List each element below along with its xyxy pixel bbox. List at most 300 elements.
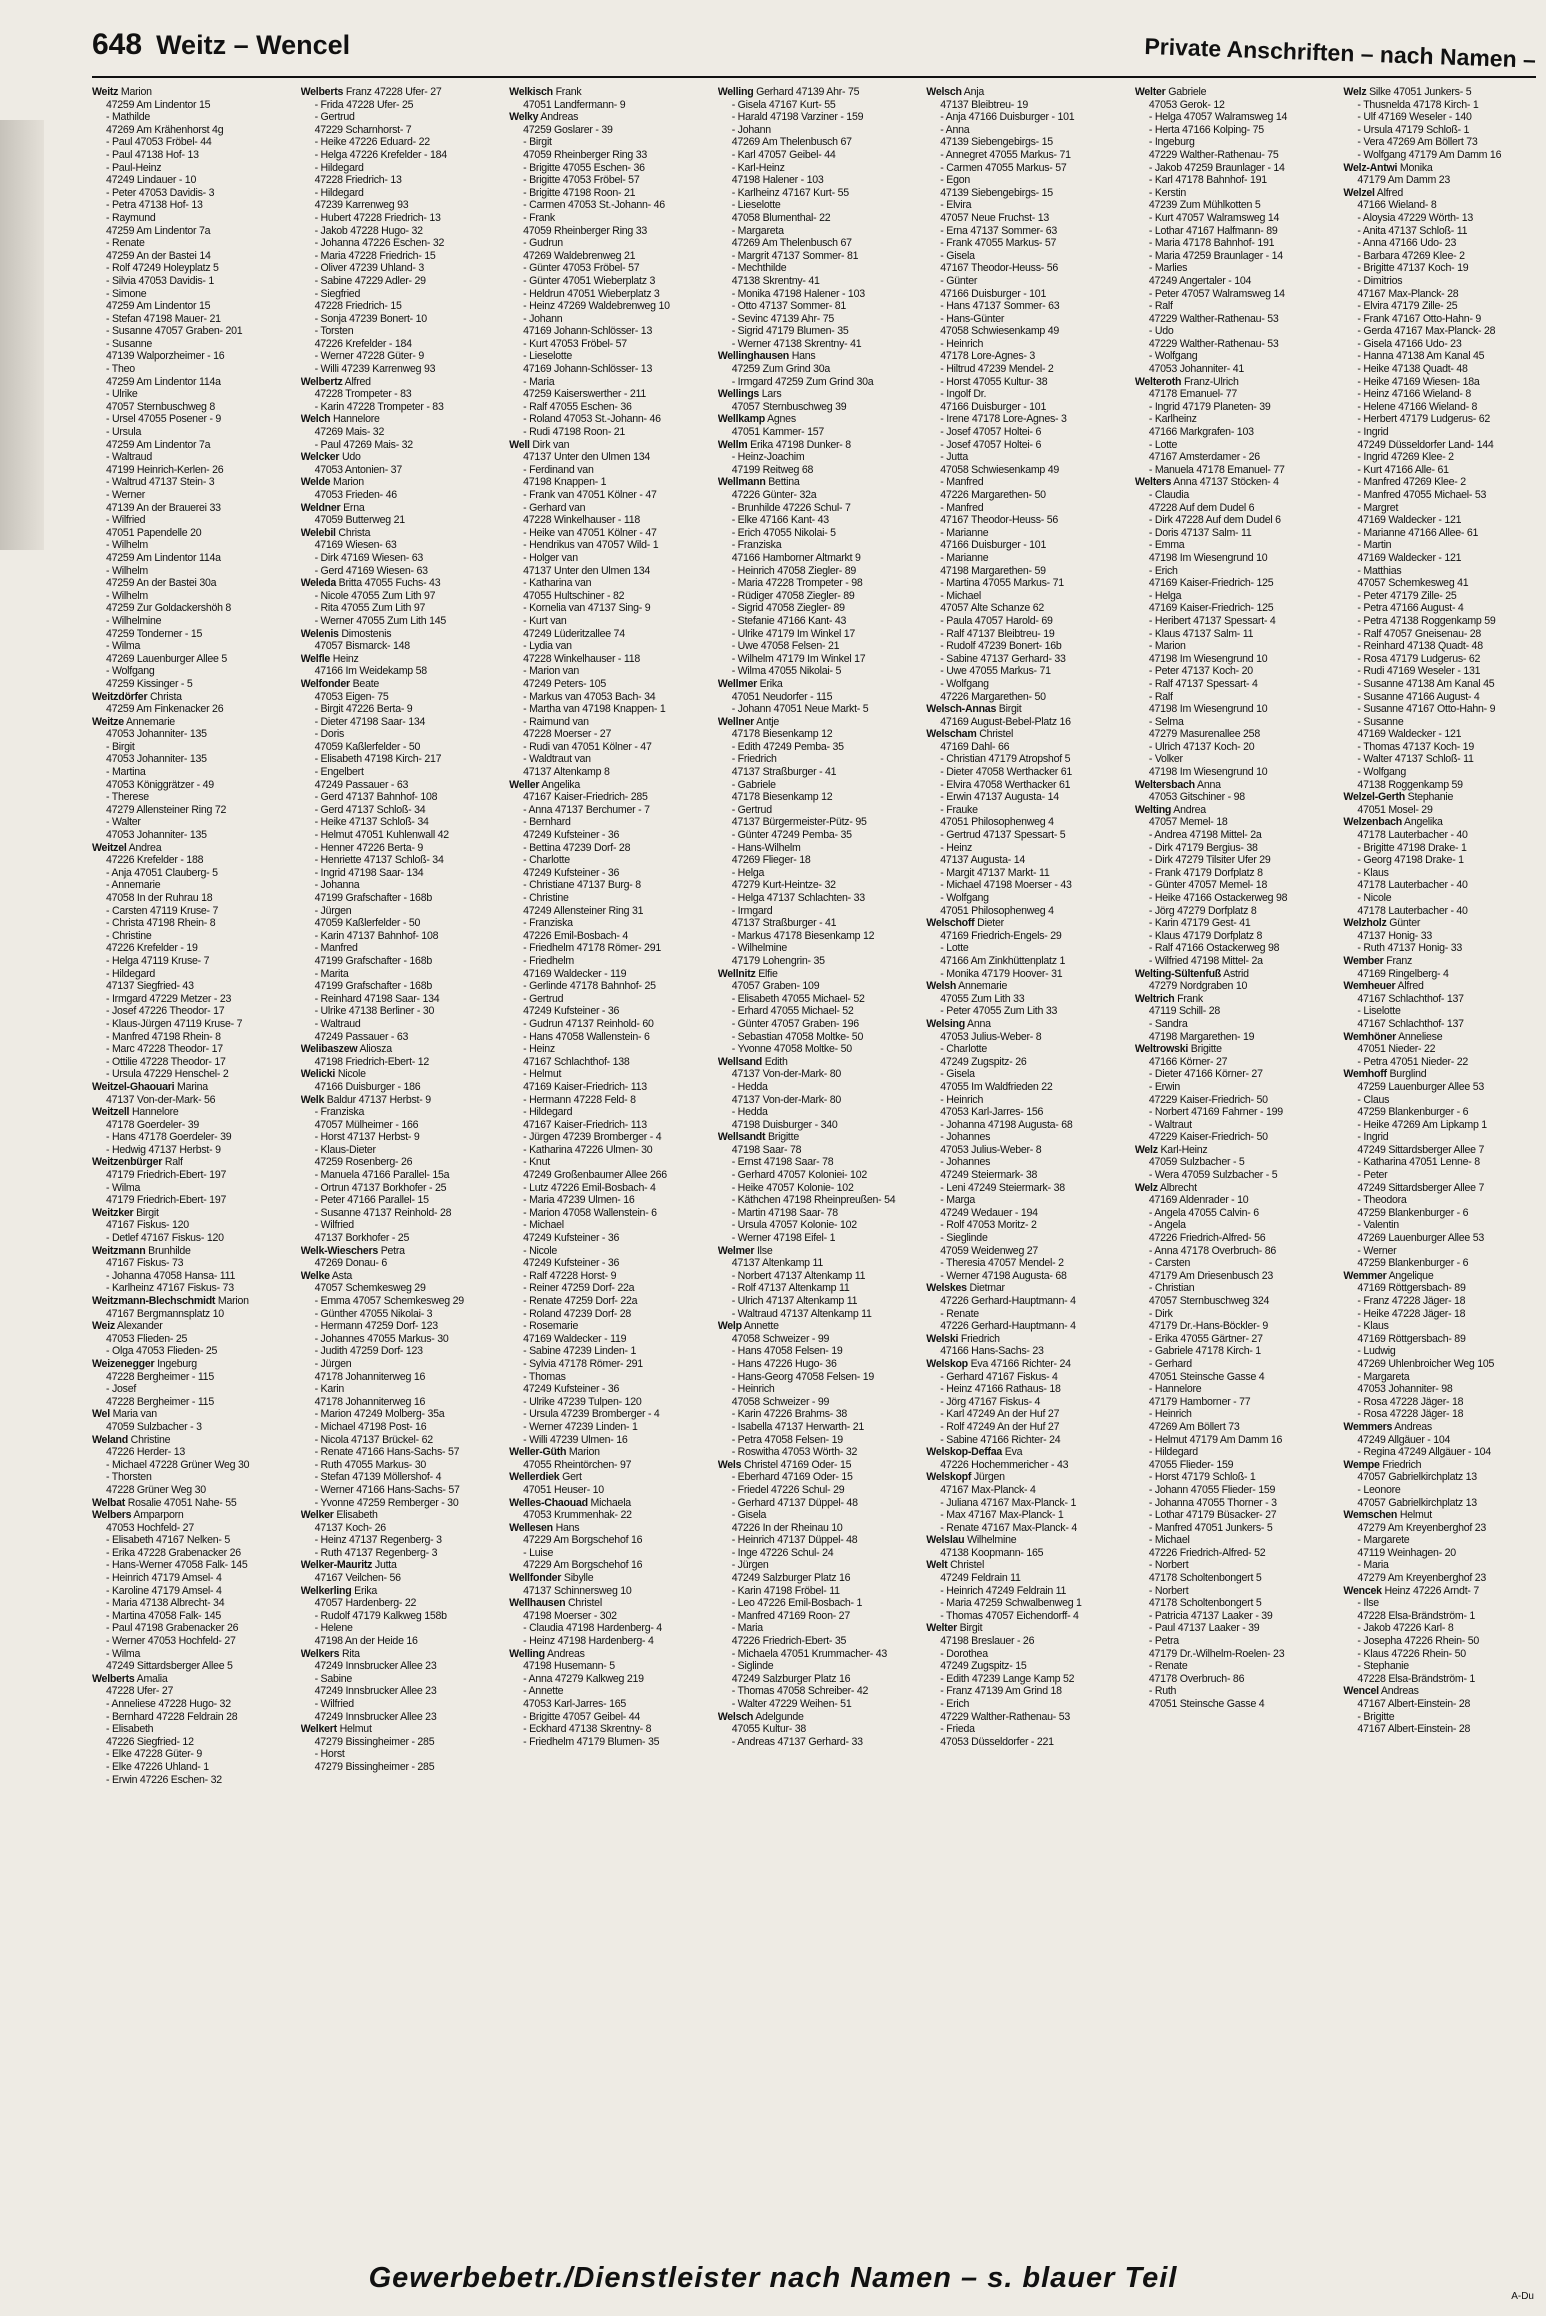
- entry-line: - Heinz: [523, 1043, 555, 1056]
- entry-line: - Gerlinde 47178 Bahnhof- 25: [523, 980, 656, 993]
- entry-line: - Max 47167 Max-Planck- 1: [940, 1509, 1064, 1522]
- entry-line: 47059 Rheinberger Ring 33: [523, 148, 648, 161]
- entry-line: 47053 Gitschiner - 98: [1148, 791, 1245, 804]
- entry-line: - Mechthilde: [731, 262, 787, 275]
- entry-line: - Sabine 47137 Gerhard- 33: [940, 652, 1066, 665]
- entry-line: - Waltrud 47137 Stein- 3: [106, 476, 215, 489]
- entry-line: 47259 Am Lindentor 114a: [106, 375, 221, 388]
- entry-line: 47169 Röttgersbach- 89: [1357, 1282, 1466, 1295]
- entry-first-line: Birgit: [133, 1206, 159, 1219]
- entry-line: - Heike 47228 Jäger- 18: [1357, 1307, 1466, 1320]
- entry-line: - Edith 47249 Pemba- 35: [731, 740, 844, 753]
- entry-surname: Weitzdörfer: [92, 690, 148, 703]
- entry-line: - Gudrun: [523, 237, 563, 250]
- entry-line: 47137 Altenkamp 8: [523, 766, 610, 779]
- entry-line: 47249 Sittardsberger Allee 7: [1357, 1181, 1485, 1194]
- entry-surname: Wemheuer: [1343, 980, 1396, 993]
- directory-entry: [718, 1056, 911, 1132]
- entry-line: - Birgit 47226 Berta- 9: [314, 703, 413, 716]
- entry-line: - Hans 47137 Sommer- 63: [940, 300, 1060, 313]
- entry-line: - Thorsten: [106, 1471, 152, 1484]
- entry-line: - Wera 47059 Sulzbacher - 5: [1148, 1169, 1278, 1182]
- entry-line: - Peter 47137 Koch- 20: [1148, 665, 1253, 678]
- entry-line: 47053 Johanniter- 135: [106, 728, 207, 741]
- entry-line: - Erich 47055 Nikolai- 5: [731, 526, 836, 539]
- directory-entry: [718, 388, 911, 413]
- entry-line: - Hubert 47228 Friedrich- 13: [314, 211, 441, 224]
- entry-line: - Ingrid 47269 Klee- 2: [1357, 451, 1454, 464]
- entry-line: 47198 Margarethen- 59: [940, 564, 1046, 577]
- directory-entry: [718, 1131, 911, 1244]
- entry-first-line: Amparporn: [131, 1509, 184, 1522]
- directory-entry: [301, 1068, 494, 1093]
- entry-line: - Ulrike: [106, 388, 138, 401]
- entry-line: - Siglinde: [731, 1660, 774, 1673]
- entry-line: 47166 Körner- 27: [1148, 1055, 1228, 1068]
- entry-line: - Brigitte 47055 Eschen- 36: [523, 161, 645, 174]
- entry-line: - Susanne 47167 Otto-Hahn- 9: [1357, 703, 1496, 716]
- entry-line: - Detlef 47167 Fiskus- 120: [106, 1232, 224, 1245]
- entry-line: 47279 Bissingheimer - 285: [314, 1735, 435, 1748]
- entry-line: 47249 Kufsteiner - 36: [523, 1257, 620, 1270]
- entry-surname: Welkers: [300, 1647, 340, 1660]
- entry-line: 47226 Emil-Bosbach- 4: [523, 929, 629, 942]
- entry-line: - Wolfgang: [1148, 350, 1198, 363]
- entry-first-line: Günter: [1386, 917, 1421, 930]
- entry-line: - Angela 47055 Calvin- 6: [1148, 1206, 1259, 1219]
- entry-line: - Jürgen 47239 Bromberger - 4: [523, 1131, 662, 1144]
- entry-line: - Gudrun 47137 Reinhold- 60: [523, 1017, 654, 1030]
- entry-line: 47139 Siebengebirgs- 15: [940, 186, 1053, 199]
- entry-line: 47178 Biesenkamp 12: [731, 728, 833, 741]
- entry-line: 47279 Kurt-Heintze- 32: [731, 879, 836, 892]
- entry-line: - Klaus 47179 Dorfplatz 8: [1148, 929, 1263, 942]
- directory-entry: [509, 1497, 702, 1522]
- entry-line: - Karin 47198 Fröbel- 11: [731, 1584, 840, 1597]
- entry-line: 47139 Siebengebirgs- 15: [940, 136, 1053, 149]
- entry-line: 47167 Theodor-Heuss- 56: [940, 514, 1059, 527]
- entry-line: 47137 Von-der-Mark- 80: [731, 1093, 842, 1106]
- entry-line: - Elisabeth 47055 Michael- 52: [731, 992, 865, 1005]
- entry-first-line: Friedrich: [958, 1332, 1000, 1345]
- entry-line: - Waltraud 47137 Altenkamp 11: [731, 1307, 872, 1320]
- entry-line: - Marita: [314, 967, 349, 980]
- entry-line: - Anna 47166 Udo- 23: [1357, 237, 1457, 250]
- entry-line: - Frank 47179 Dorfplatz 8: [1148, 866, 1263, 879]
- entry-surname: Welk: [300, 1093, 325, 1106]
- directory-entry: [1135, 86, 1328, 376]
- entry-line: - Walter 47137 Schloß- 11: [1357, 753, 1474, 766]
- entry-line: 47167 Kaiser-Friedrich- 113: [523, 1118, 647, 1131]
- entry-line: 47249 Innsbrucker Allee 23: [314, 1710, 437, 1723]
- directory-entry: [1135, 779, 1328, 804]
- entry-line: - Karin 47228 Trompeter - 83: [314, 400, 444, 413]
- entry-line: - Inge 47226 Schul- 24: [731, 1546, 834, 1559]
- entry-line: - Heinz 47166 Rathaus- 18: [940, 1383, 1061, 1396]
- entry-line: - Werner: [106, 489, 146, 501]
- entry-line: - Walter 47229 Weihen- 51: [731, 1698, 852, 1710]
- entry-line: - Bernhard: [523, 816, 571, 829]
- entry-line: - Rosa 47179 Ludgerus- 62: [1357, 652, 1481, 665]
- entry-surname: Welberts: [300, 86, 344, 98]
- entry-line: - Hans-Georg 47058 Felsen- 19: [731, 1370, 875, 1383]
- entry-surname: Weller: [509, 778, 540, 791]
- entry-line: 47226 Friedrich-Alfred- 52: [1148, 1546, 1266, 1559]
- entry-line: - Rosa 47228 Jäger- 18: [1357, 1408, 1464, 1421]
- entry-line: - Erika 47228 Grabenacker 26: [106, 1546, 241, 1559]
- entry-line: - Helga 47226 Krefelder - 184: [314, 148, 447, 161]
- entry-line: - Brigitte 47053 Fröbel- 57: [523, 174, 640, 187]
- entry-line: - Sigrid 47058 Ziegler- 89: [731, 602, 845, 615]
- entry-first-line: Anna 47137 Stöcken- 4: [1171, 476, 1279, 489]
- entry-line: - Klaus: [1357, 1320, 1389, 1333]
- entry-line: 47259 Am Finkenacker 26: [106, 703, 224, 716]
- entry-surname: Wemhöner: [1343, 1030, 1396, 1043]
- entry-line: 47139 Walporzheimer - 16: [106, 350, 225, 363]
- entry-surname: Weitzker: [92, 1206, 134, 1219]
- entry-line: 47169 Ringelberg- 4: [1357, 967, 1449, 980]
- entry-line: - Peter 47166 Parallel- 15: [314, 1194, 429, 1207]
- directory-entry: [301, 1509, 494, 1559]
- entry-line: 47178 Lore-Agnes- 3: [940, 350, 1036, 363]
- entry-line: 47138 Koopmann- 165: [940, 1546, 1044, 1559]
- entry-line: - Aloysia 47229 Wörth- 13: [1357, 211, 1474, 224]
- entry-surname: Wemmers: [1343, 1420, 1393, 1433]
- entry-line: - Ruth 47137 Regenberg- 3: [314, 1546, 438, 1559]
- entry-line: 47279 Am Kreyenberghof 23: [1357, 1521, 1487, 1534]
- entry-line: 47199 Heinrich-Kerlen- 26: [106, 463, 224, 476]
- directory-entry: [1343, 1685, 1536, 1735]
- entry-surname: Welsch-Annas: [926, 703, 997, 716]
- entry-line: - Wilhelmine: [106, 614, 162, 627]
- entry-line: - Elvira 47058 Werthacker 61: [940, 778, 1071, 791]
- directory-entry: [301, 502, 494, 527]
- entry-line: - Peter 47055 Zum Lith 33: [940, 1005, 1058, 1018]
- entry-line: - Kurt 47166 Alle- 61: [1357, 463, 1449, 476]
- entry-line: - Renate 47259 Dorf- 22a: [523, 1295, 638, 1307]
- entry-line: - Jürgen: [731, 1559, 769, 1572]
- entry-line: 47229 Scharnhorst- 7: [314, 123, 412, 136]
- entry-line: - Claudia 47198 Hardenberg- 4: [523, 1622, 662, 1635]
- directory-entry: [1135, 1144, 1328, 1182]
- footer-note: Gewerbebetr./Dienstleister nach Namen – s. blauer Teil: [368, 2262, 1178, 2294]
- entry-line: 47053 Düsseldorfer - 221: [940, 1735, 1054, 1748]
- entry-line: - Heinz 47166 Wieland- 8: [1357, 388, 1471, 401]
- entry-line: - Gisela 47167 Kurt- 55: [731, 98, 836, 111]
- entry-line: - Ursula 47239 Bromberger - 4: [523, 1408, 660, 1421]
- entry-line: - Georg 47198 Drake- 1: [1357, 854, 1464, 867]
- directory-entry: [718, 968, 911, 1056]
- entry-surname: Welzenbach: [1343, 816, 1402, 829]
- entry-line: 47198 Im Wiesengrund 10: [1148, 652, 1268, 665]
- entry-line: 47226 Margarethen- 50: [940, 489, 1046, 501]
- entry-line: - Franziska: [314, 1106, 365, 1119]
- entry-line: 47229 Am Borgschehof 16: [523, 1534, 643, 1547]
- entry-line: 47137 Von-der-Mark- 56: [106, 1093, 216, 1106]
- entry-line: - Hans 47178 Goerdeler- 39: [106, 1131, 232, 1144]
- entry-line: - Theresia 47057 Mendel- 2: [940, 1257, 1064, 1270]
- entry-line: - Johannes 47055 Markus- 30: [314, 1332, 449, 1345]
- entry-line: 47178 Johanniterweg 16: [314, 1395, 426, 1408]
- entry-line: - Carsten 47119 Kruse- 7: [106, 904, 219, 917]
- entry-first-line: Christine: [127, 1433, 171, 1446]
- entry-line: 47229 Walther-Rathenau- 75: [1148, 148, 1279, 161]
- entry-line: 47119 Weinhagen- 20: [1357, 1546, 1456, 1559]
- entry-line: 47179 Hamborner - 77: [1148, 1395, 1251, 1408]
- entry-first-line: Marion: [118, 86, 152, 98]
- directory-entry: [1343, 1585, 1536, 1686]
- directory-entry: [1343, 162, 1536, 187]
- directory-entry: [301, 678, 494, 1043]
- entry-line: - Maria 47259 Schwalbenweg 1: [940, 1597, 1082, 1610]
- entry-surname: Welkerling: [300, 1584, 352, 1597]
- entry-line: - Reiner 47259 Dorf- 22a: [523, 1282, 635, 1295]
- entry-line: - Elvira: [940, 199, 972, 212]
- entry-line: - Margareta: [1357, 1370, 1410, 1383]
- entry-line: - Gerhard: [1148, 1357, 1192, 1370]
- directory-entry: [1135, 804, 1328, 968]
- entry-line: 47249 Innsbrucker Allee 23: [314, 1660, 437, 1673]
- entry-line: 47226 Gerhard-Hauptmann- 4: [940, 1295, 1076, 1307]
- entry-line: 47226 Krefelder - 188: [106, 854, 204, 867]
- entry-line: 47249 Großenbaumer Allee 266: [523, 1169, 667, 1182]
- directory-entry: [926, 703, 1119, 728]
- directory-entry: [92, 1673, 285, 1786]
- entry-line: - Irmgard 47259 Zum Grind 30a: [731, 375, 874, 388]
- entry-line: 47169 Waldecker - 121: [1357, 551, 1462, 564]
- directory-entry: [926, 1534, 1119, 1559]
- entry-line: - Josef: [106, 1383, 137, 1396]
- entry-line: - Frida 47228 Ufer- 25: [314, 98, 414, 111]
- entry-line: 47279 Allensteiner Ring 72: [106, 803, 227, 816]
- entry-line: - Hermann 47228 Feld- 8: [523, 1093, 636, 1106]
- entry-first-line: Gabriele: [1165, 86, 1207, 98]
- entry-first-line: Udo: [339, 451, 361, 464]
- entry-first-line: Amalia: [134, 1672, 168, 1685]
- entry-line: 47137 Koch- 26: [314, 1521, 386, 1534]
- entry-line: - Margarete: [1357, 1534, 1410, 1547]
- directory-entry: [509, 1446, 702, 1471]
- entry-line: 47259 Am Lindentor 7a: [106, 438, 211, 451]
- entry-line: 47167 Schlachthof- 137: [1357, 1017, 1464, 1030]
- entry-line: - Günter 47057 Graben- 196: [731, 1017, 859, 1030]
- entry-line: 47239 Zum Mühlkotten 5: [1148, 199, 1261, 212]
- corner-mark: A-Du: [1511, 2291, 1534, 2302]
- entry-line: - Johanna: [314, 879, 360, 892]
- entry-surname: Welz-Antwi: [1343, 161, 1398, 174]
- entry-line: - Hiltrud 47239 Mendel- 2: [940, 363, 1054, 376]
- entry-line: 47249 Sittardsberger Allee 5: [106, 1660, 233, 1673]
- directory-entry: [92, 1509, 285, 1673]
- directory-entry: [92, 716, 285, 842]
- entry-line: - Martina 47055 Markus- 71: [940, 577, 1064, 590]
- entry-line: 47138 Skrentny- 41: [731, 274, 820, 287]
- entry-line: - Johanna 47226 Eschen- 32: [314, 237, 445, 250]
- entry-line: - Karl 47178 Bahnhof- 191: [1148, 174, 1267, 187]
- column-5: [926, 86, 1119, 2246]
- entry-first-line: Lars: [759, 388, 782, 401]
- directory-entry: [1135, 993, 1328, 1043]
- entry-first-line: Dieter: [974, 917, 1004, 930]
- directory-entry: [509, 1522, 702, 1572]
- directory-entry: [718, 350, 911, 388]
- entry-line: - Klaus 47137 Salm- 11: [1148, 627, 1254, 640]
- directory-entry: [926, 1358, 1119, 1446]
- entry-line: - Raymund: [106, 211, 156, 224]
- entry-line: - Gerd 47137 Schloß- 34: [314, 803, 426, 816]
- entry-line: 47167 Bergmannsplatz 10: [106, 1307, 224, 1320]
- entry-line: - Marc 47228 Theodor- 17: [106, 1043, 223, 1056]
- entry-surname: Welschoff: [926, 917, 975, 930]
- entry-line: - Petra 47051 Nieder- 22: [1357, 1055, 1469, 1068]
- entry-line: - Monika 47198 Halener - 103: [731, 287, 865, 300]
- entry-line: 47169 Wiesen- 63: [314, 539, 397, 552]
- entry-line: - Ursula 47057 Kolonie- 102: [731, 1219, 857, 1232]
- entry-line: - Hildegard: [314, 161, 364, 174]
- entry-surname: Wels: [717, 1458, 742, 1471]
- entry-line: 47228 Moerser - 27: [523, 728, 612, 741]
- entry-first-line: Adelgunde: [753, 1710, 804, 1723]
- entry-surname: Welmer: [717, 1244, 755, 1257]
- entry-line: 47249 Passauer - 63: [314, 778, 409, 791]
- entry-line: - Helene: [314, 1622, 353, 1635]
- directory-entry: [301, 86, 494, 376]
- entry-line: 47249 Düsseldorfer Land- 144: [1357, 438, 1494, 451]
- entry-line: - Erhard 47055 Michael- 52: [731, 1005, 854, 1018]
- entry-line: - Elisabeth 47167 Nelken- 5: [106, 1534, 230, 1547]
- entry-line: - Helga 47057 Walramsweg 14: [1148, 111, 1288, 124]
- directory-entry: [301, 577, 494, 627]
- entry-line: 47058 Schweizer - 99: [731, 1332, 830, 1345]
- entry-surname: Welkert: [300, 1723, 337, 1736]
- entry-line: - Barbara 47269 Klee- 2: [1357, 249, 1465, 262]
- entry-line: - Ernst 47198 Saar- 78: [731, 1156, 834, 1169]
- page-number: 648: [92, 28, 143, 61]
- entry-line: - Ingeburg: [1148, 136, 1195, 149]
- directory-entry: [92, 1081, 285, 1106]
- directory-columns: [92, 86, 1536, 2246]
- entry-line: 47269 Mais- 32: [314, 426, 385, 439]
- entry-line: - Jörg 47167 Fiskus- 4: [940, 1395, 1041, 1408]
- entry-line: - Gerhard 47167 Fiskus- 4: [940, 1370, 1058, 1383]
- directory-entry: [926, 1018, 1119, 1282]
- entry-line: - Reinhard 47138 Quadt- 48: [1357, 640, 1483, 653]
- entry-line: - Petra: [1148, 1635, 1179, 1648]
- entry-line: - Charlotte: [940, 1043, 987, 1056]
- entry-line: - Wilfried: [314, 1219, 354, 1232]
- directory-entry: [1343, 791, 1536, 816]
- entry-line: - Friedhelm 47178 Römer- 291: [523, 942, 661, 955]
- entry-line: - Sandra: [1148, 1017, 1188, 1030]
- column-7: [1343, 86, 1536, 2246]
- entry-line: - Jakob 47259 Braunlager - 14: [1148, 161, 1285, 174]
- entry-line: - Hermann 47259 Dorf- 123: [314, 1320, 438, 1333]
- entry-line: 47178 Scholtenbongert 5: [1148, 1572, 1262, 1585]
- entry-line: - Eckhard 47138 Skrentny- 8: [523, 1723, 652, 1736]
- entry-line: - Karoline 47179 Amsel- 4: [106, 1584, 222, 1597]
- entry-line: - Frieda: [940, 1723, 975, 1736]
- entry-line: 47198 Duisburger - 340: [731, 1118, 838, 1131]
- entry-line: - Werner 47198 Augusta- 68: [940, 1269, 1067, 1282]
- entry-line: - Rosemarie: [523, 1320, 579, 1333]
- directory-entry: [509, 1648, 702, 1749]
- entry-line: 47226 Gerhard-Hauptmann- 4: [940, 1320, 1076, 1333]
- entry-first-line: Birgit: [996, 703, 1022, 716]
- entry-line: - Helga: [1148, 589, 1182, 602]
- entry-line: - Heribert 47137 Spessart- 4: [1148, 614, 1276, 627]
- entry-line: 47053 Gerok- 12: [1148, 98, 1225, 111]
- directory-entry: [92, 1320, 285, 1358]
- entry-line: - Sylvia 47178 Römer- 291: [523, 1357, 643, 1370]
- entry-line: 47259 Kaiserswerther - 211: [523, 388, 646, 401]
- directory-entry: [92, 691, 285, 716]
- entry-line: - Marion 47249 Molberg- 35a: [314, 1408, 445, 1421]
- entry-line: - Ursula 47179 Schloß- 1: [1357, 123, 1470, 136]
- entry-line: - Lutz 47226 Emil-Bosbach- 4: [523, 1181, 656, 1194]
- entry-line: 47249 Peters- 105: [523, 677, 607, 690]
- entry-line: 47269 Flieger- 18: [731, 854, 811, 867]
- entry-line: - Simone: [106, 287, 147, 300]
- entry-line: - Annemarie: [106, 879, 161, 892]
- entry-line: - Sonja 47239 Bonert- 10: [314, 312, 427, 325]
- entry-surname: Welting: [1134, 803, 1172, 816]
- entry-line: 47249 Wedauer - 194: [940, 1206, 1038, 1219]
- entry-line: - Waltraud: [106, 451, 152, 464]
- entry-line: 47226 In der Rheinau 10: [731, 1521, 843, 1534]
- directory-entry: [926, 1622, 1119, 1748]
- entry-surname: Welker: [300, 1509, 334, 1522]
- entry-surname: Welt: [926, 1559, 948, 1572]
- entry-line: 47169 August-Bebel-Platz 16: [940, 715, 1071, 728]
- entry-line: 47198 Saar- 78: [731, 1143, 802, 1156]
- entry-line: - Klaus: [1357, 866, 1389, 879]
- entry-line: 47249 Lüderitzallee 74: [523, 627, 625, 640]
- entry-surname: Weltersbach: [1134, 778, 1195, 791]
- directory-entry: [1135, 1182, 1328, 1711]
- entry-line: - Wilfried: [106, 514, 146, 527]
- entry-surname: Wellnitz: [717, 967, 756, 980]
- entry-line: - Karin 47137 Bahnhof- 108: [314, 929, 439, 942]
- entry-first-line: Maria van: [109, 1408, 157, 1421]
- entry-line: 47259 Blankenburger - 6: [1357, 1257, 1469, 1270]
- entry-line: - Rudolf 47179 Kalkweg 158b: [314, 1609, 447, 1622]
- entry-surname: Welzel-Gerth: [1343, 791, 1405, 804]
- entry-surname: Wellings: [717, 388, 760, 401]
- entry-line: 47259 Goslarer - 39: [523, 123, 613, 136]
- entry-line: - Maria 47259 Braunlager - 14: [1148, 249, 1283, 262]
- entry-line: - Ludwig: [1357, 1345, 1396, 1358]
- entry-line: - Ulf 47169 Weseler - 140: [1357, 111, 1472, 124]
- entry-surname: Wellfonder: [509, 1572, 562, 1585]
- entry-line: - Hans 47058 Felsen- 19: [731, 1345, 843, 1358]
- entry-line: - Marianne: [940, 551, 989, 564]
- entry-line: 47198 Im Wiesengrund 10: [1148, 766, 1268, 779]
- entry-line: - Gabriele: [731, 778, 776, 791]
- entry-line: 47051 Nieder- 22: [1357, 1043, 1436, 1056]
- entry-line: 47179 Dr.-Hans-Böckler- 9: [1148, 1320, 1269, 1333]
- entry-line: - Wilma 47055 Nikolai- 5: [731, 665, 842, 678]
- entry-line: - Kerstin: [1148, 186, 1187, 199]
- entry-line: - Rolf 47249 Holeyplatz 5: [106, 262, 219, 275]
- entry-line: - Rolf 47249 An der Huf 27: [940, 1420, 1060, 1433]
- entry-line: 47058 Schwiesenkamp 49: [940, 463, 1060, 476]
- entry-line: 47167 Schlachthof- 138: [523, 1055, 630, 1068]
- entry-line: 47259 Blankenburger - 6: [1357, 1106, 1469, 1119]
- entry-line: 47249 Passauer - 63: [314, 1030, 409, 1043]
- entry-line: - Martin 47198 Saar- 78: [731, 1206, 838, 1219]
- entry-first-line: Brunhilde: [145, 1244, 191, 1257]
- entry-line: - Maria 47228 Friedrich- 15: [314, 249, 436, 262]
